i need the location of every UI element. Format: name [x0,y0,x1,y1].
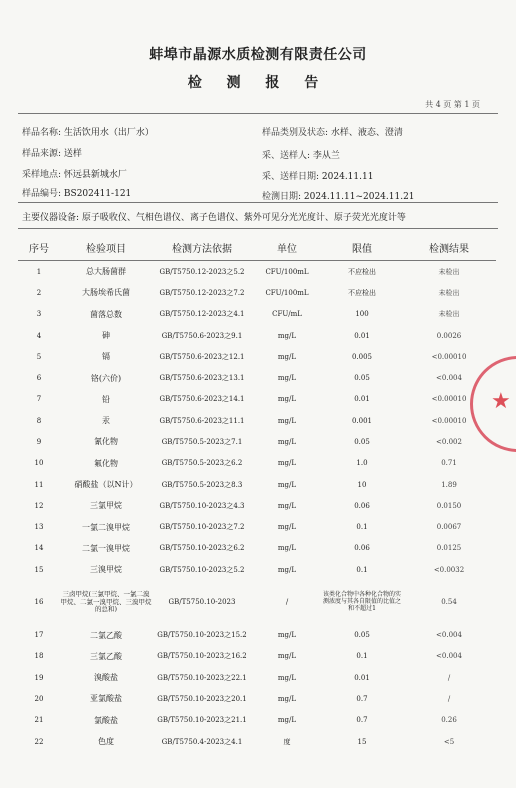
sample-date-value: 2024.11.11 [321,172,374,182]
table-row [18,517,496,538]
table-row [18,731,496,752]
unit: mg/L [277,716,297,725]
sample-source-value: 送样 [63,149,82,159]
sample-id-value: BS202411-121 [63,189,132,199]
result: <0.0032 [433,565,465,574]
sample-name [22,125,154,138]
result: <0.004 [436,631,462,640]
result: 0.0026 [436,331,462,340]
test-method: GB/T5750.6-2023之13.1 [159,374,245,383]
limit: 不应检出 [348,267,376,276]
sample-category [262,125,403,138]
limit: 0.06 [354,501,370,510]
limit: 0.1 [356,565,368,574]
result: <0.004 [436,652,462,661]
limit: 0.005 [351,352,373,361]
unit: mg/L [277,673,297,682]
test-method: GB/T5750.10-2023之7.2 [159,523,245,532]
limit: 0.05 [354,631,370,640]
row-index: 7 [36,395,42,404]
result: <0.00010 [431,395,467,404]
table-row [18,367,496,388]
header-cell: 限值 [322,234,402,261]
table-row [18,688,496,709]
limit: 10 [357,480,367,489]
unit: mg/L [277,501,297,510]
row-index: 17 [34,631,44,640]
table-row [18,431,496,452]
result: 未检出 [438,310,460,319]
equipment [22,210,406,223]
test-method: GB/T5750.10-2023之4.3 [159,501,245,510]
result: <5 [443,737,455,746]
test-item: 氰化物 [94,437,118,447]
test-item: 镉 [102,352,110,362]
header-cell: 单位 [252,234,322,261]
test-method: GB/T5750.12-2023之5.2 [159,267,245,276]
row-index: 2 [36,288,42,297]
table-row [18,495,496,516]
test-method: GB/T5750.10-2023之22.1 [157,673,247,682]
star-icon: ★ [491,389,511,414]
table-row [18,559,496,580]
test-item: 色度 [98,736,114,746]
result: 0.71 [441,459,457,468]
sample-source [22,146,82,159]
row-index: 8 [36,416,42,425]
sample-date-label: 采、送样日期: [262,172,320,182]
row-index: 9 [36,438,42,446]
test-method: GB/T5750.10-2023之5.2 [159,565,245,574]
row-index: 15 [34,565,44,574]
equipment-value: 原子吸收仪、气相色谱仪、离子色谱仪、紫外可见分光光度计、原子荧光光度计等 [81,213,406,223]
limit: 0.7 [356,716,368,725]
row-index: 10 [34,459,44,468]
test-item: 汞 [102,416,110,426]
divider [18,113,498,114]
sample-sender-label: 采、送样人: [262,151,311,161]
row-index: 18 [34,652,44,661]
result: <0.00010 [431,416,467,425]
test-method: GB/T5750.12-2023之4.1 [159,310,245,319]
test-item: 二氯一溴甲烷 [82,543,130,553]
row-index: 4 [36,331,42,340]
limit: 15 [357,737,367,746]
table-row [18,453,496,474]
limit: 该类化合物中各种化合物的实测浓度与其各自限值的比值之和不超过1 [322,591,401,612]
test-method: GB/T5750.5-2023之8.3 [161,480,243,489]
row-index: 1 [36,267,42,276]
limit: 1.0 [356,459,368,468]
test-method: GB/T5750.10-2023之16.2 [157,652,247,661]
test-method: GB/T5750.10-2023之20.1 [157,694,247,703]
test-item: 大肠埃希氏菌 [82,288,130,298]
table-row [18,580,496,624]
result: 1.89 [441,480,457,489]
table-row [18,474,496,495]
limit: 0.05 [354,374,370,383]
unit: mg/L [277,544,297,553]
test-item: 总大肠菌群 [86,267,126,277]
result: <0.004 [436,374,462,383]
header-cell: 序号 [18,234,60,261]
row-index: 22 [34,737,44,746]
unit: mg/L [277,694,297,703]
test-item: 菌落总数 [90,309,122,319]
unit: mg/L [277,565,297,574]
table-row [18,304,496,325]
test-item: 铬(六价) [90,373,122,383]
report-title: 检 测 报 告 [187,75,329,91]
sample-location [22,167,127,180]
unit: mg/L [277,352,297,361]
row-index: 5 [36,352,42,361]
test-item: 二氯乙酸 [90,630,122,640]
unit: CFU/100mL [265,267,309,276]
result: 0.54 [441,598,457,607]
test-item: 三溴甲烷 [90,565,122,575]
unit: mg/L [277,459,297,468]
sample-name-value: 生活饮用水（出厂水） [63,128,154,138]
limit: 100 [355,310,369,319]
sample-sender-value: 李从兰 [312,151,340,161]
test-method: GB/T5750.5-2023之7.1 [161,438,243,446]
test-item: 三氯乙酸 [90,651,122,661]
result: <0.00010 [431,352,467,361]
test-date [262,189,415,202]
page-info: 共 4 页 第 1 页 [425,100,480,109]
limit: 0.01 [354,331,370,340]
table-row [18,646,496,667]
sample-id-label: 样品编号: [22,189,62,199]
test-method: GB/T5750.10-2023之15.2 [157,631,247,640]
sample-category-label: 样品类别及状态: [262,128,329,138]
table-row [18,667,496,688]
row-index: 12 [34,501,44,510]
result: 未检出 [438,288,460,297]
unit: CFU/100mL [265,288,309,297]
test-method: GB/T5750.10-2023 [168,598,236,607]
test-item: 砷 [102,330,110,340]
test-item: 亚氯酸盐 [90,694,122,704]
limit: 0.01 [354,395,370,404]
limit: 不应检出 [348,288,376,297]
test-date-label: 检测日期: [262,192,302,202]
unit: mg/L [277,331,297,340]
unit: mg/L [277,416,297,425]
row-index: 20 [34,694,44,703]
unit: mg/L [277,631,297,640]
row-index: 19 [34,673,44,682]
table-row [18,346,496,367]
result: <0.002 [436,438,462,446]
result: / [447,673,451,682]
result: 0.0125 [436,544,462,553]
unit: mg/L [277,480,297,489]
test-date-value: 2024.11.11~2024.11.21 [303,192,415,202]
sample-name-label: 样品名称: [22,128,62,138]
result: 0.0150 [436,501,462,510]
limit: 0.7 [356,694,368,703]
test-method: GB/T5750.5-2023之6.2 [161,459,243,468]
limit: 0.06 [354,544,370,553]
sample-source-label: 样品来源: [22,149,62,159]
divider [18,202,498,203]
divider [18,228,498,229]
test-item: 氟化物 [94,458,118,468]
test-method: GB/T5750.10-2023之6.2 [159,544,245,553]
sample-id [22,186,131,199]
row-index: 21 [34,716,44,725]
test-method: GB/T5750.6-2023之11.1 [159,416,245,425]
test-method: GB/T5750.12-2023之7.2 [159,288,245,297]
test-method: GB/T5750.6-2023之14.1 [159,395,245,404]
result: 未检出 [438,267,460,276]
test-method: GB/T5750.10-2023之21.1 [157,716,247,725]
header-cell: 检测结果 [402,234,496,261]
sample-location-label: 采样地点: [22,170,62,180]
unit: / [285,598,289,607]
unit: CFU/mL [272,310,302,319]
row-index: 6 [36,374,42,383]
limit: 0.001 [351,416,373,425]
limit: 0.05 [354,438,370,446]
test-item: 氯酸盐 [94,715,118,725]
table-row [18,389,496,410]
header-cell: 检测方法依据 [152,234,252,261]
unit: mg/L [277,652,297,661]
table-row [18,624,496,645]
row-index: 16 [34,598,44,607]
unit: mg/L [277,374,297,383]
unit: mg/L [277,523,297,532]
test-method: GB/T5750.6-2023之12.1 [159,352,245,361]
test-method: GB/T5750.6-2023之9.1 [161,331,243,340]
sample-category-value: 水样、液态、澄清 [330,128,403,138]
test-item: 一氯二溴甲烷 [82,522,130,532]
result: 0.0067 [436,523,462,532]
limit: 0.1 [356,652,368,661]
test-item: 铅 [102,394,110,404]
test-method: GB/T5750.4-2023之4.1 [161,737,243,746]
header-cell: 检验项目 [60,234,152,261]
test-item: 溴酸盐 [94,673,118,683]
table-row [18,261,496,283]
unit: mg/L [277,395,297,404]
limit: 0.01 [354,673,370,682]
table-row [18,538,496,559]
row-index: 13 [34,523,44,532]
table-row [18,410,496,431]
equipment-label: 主要仪器设备: [22,213,80,223]
table-row [18,710,496,731]
unit: mg/L [277,438,297,446]
sample-date [262,169,373,182]
sample-location-value: 怀远县新城水厂 [63,170,127,180]
row-index: 14 [34,544,44,553]
result: / [447,694,451,703]
test-item: 硝酸盐（以N计） [74,480,138,490]
table-header-row [18,234,496,261]
unit: 度 [283,737,291,746]
test-item: 三卤甲烷(三氯甲烷、一氯二溴甲烷、二氯一溴甲烷、三溴甲烷的总和) [60,590,152,614]
sample-sender [262,148,340,161]
company-name: 蚌埠市晶源水质检测有限责任公司 [149,47,367,63]
limit: 0.1 [356,523,368,532]
table-row [18,282,496,303]
row-index: 11 [34,480,44,489]
results-table [18,234,496,752]
result: 0.26 [441,716,457,725]
row-index: 3 [36,310,42,319]
table-row [18,325,496,346]
test-item: 三氯甲烷 [90,501,122,511]
